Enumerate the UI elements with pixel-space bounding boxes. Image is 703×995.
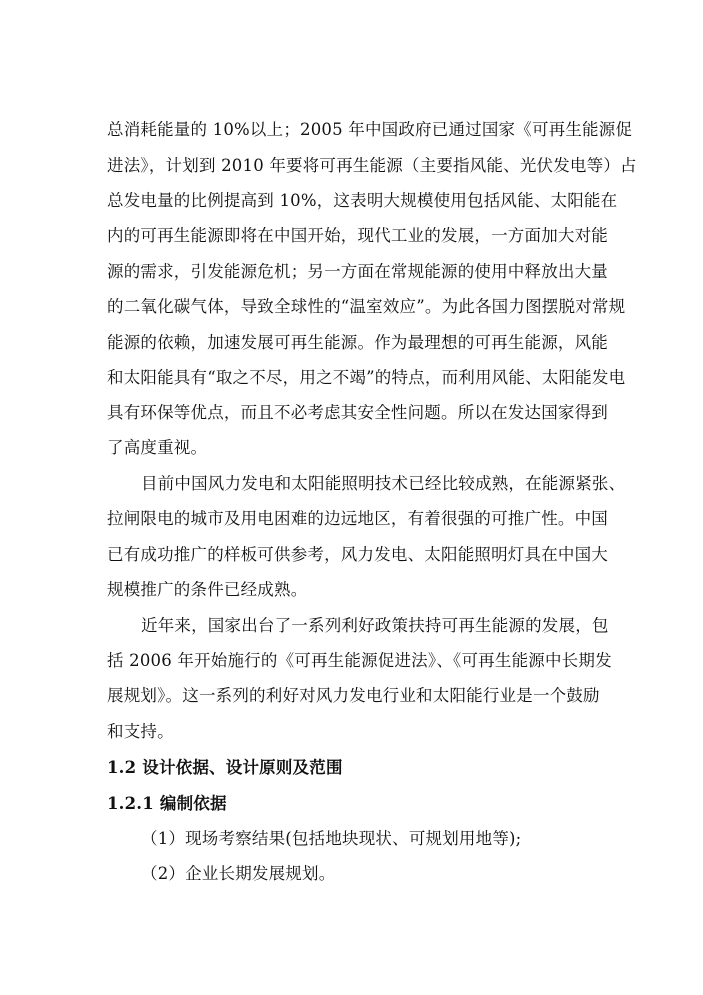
list-item-1: （1）现场考察结果(包括地块现状、可规划用地等); — [141, 829, 522, 848]
paragraph-1-line-7: 能源的依赖，加速发展可再生能源。作为最理想的可再生能源，风能 — [107, 333, 608, 352]
paragraph-3-line-1: 近年来，国家出台了一系列利好政策扶持可再生能源的发展，包 — [141, 616, 609, 635]
list-item-2: （2）企业长期发展规划。 — [141, 864, 336, 883]
paragraph-3-line-4: 和支持。 — [107, 722, 174, 741]
paragraph-2-line-3: 已有成功推广的样板可供参考，风力发电、太阳能照明灯具在中国大 — [107, 545, 608, 564]
paragraph-2-line-1: 目前中国风力发电和太阳能照明技术已经比较成熟，在能源紧张、 — [141, 474, 626, 493]
paragraph-2-line-4: 规模推广的条件已经成熟。 — [107, 580, 308, 599]
paragraph-1-line-9: 具有环保等优点，而且不必考虑其安全性问题。所以在发达国家得到 — [107, 403, 608, 422]
paragraph-1-line-2: 进法》，计划到 2010 年要将可再生能源（主要指风能、光伏发电等）占 — [107, 156, 637, 175]
paragraph-1-line-6: 的二氧化碳气体，导致全球性的“温室效应”。为此各国力图摆脱对常规 — [107, 297, 626, 316]
paragraph-1-line-1: 总消耗能量的 10%以上；2005 年中国政府已通过国家《可再生能源促 — [107, 120, 633, 139]
paragraph-3-line-3: 展规划》。这一系列的利好对风力发电行业和太阳能行业是一个鼓励 — [107, 686, 600, 705]
subsection-heading: 1.2.1 编制依据 — [107, 794, 227, 813]
paragraph-1-line-5: 源的需求，引发能源危机；另一方面在常规能源的使用中释放出大量 — [107, 262, 608, 281]
paragraph-1-line-4: 内的可再生能源即将在中国开始，现代工业的发展，一方面加大对能 — [107, 226, 608, 245]
section-heading: 1.2 设计依据、设计原则及范围 — [107, 758, 343, 777]
paragraph-2-line-2: 拉闸限电的城市及用电困难的边远地区，有着很强的可推广性。中国 — [107, 509, 608, 528]
paragraph-1-line-10: 了高度重视。 — [107, 438, 208, 457]
paragraph-3-line-2: 括 2006 年开始施行的《可再生能源促进法》、《可再生能源中长期发 — [107, 651, 612, 670]
paragraph-1-line-3: 总发电量的比例提高到 10%，这表明大规模使用包括风能、太阳能在 — [107, 191, 618, 210]
paragraph-1-line-8: 和太阳能具有“取之不尽，用之不竭”的特点，而利用风能、太阳能发电 — [107, 368, 626, 387]
